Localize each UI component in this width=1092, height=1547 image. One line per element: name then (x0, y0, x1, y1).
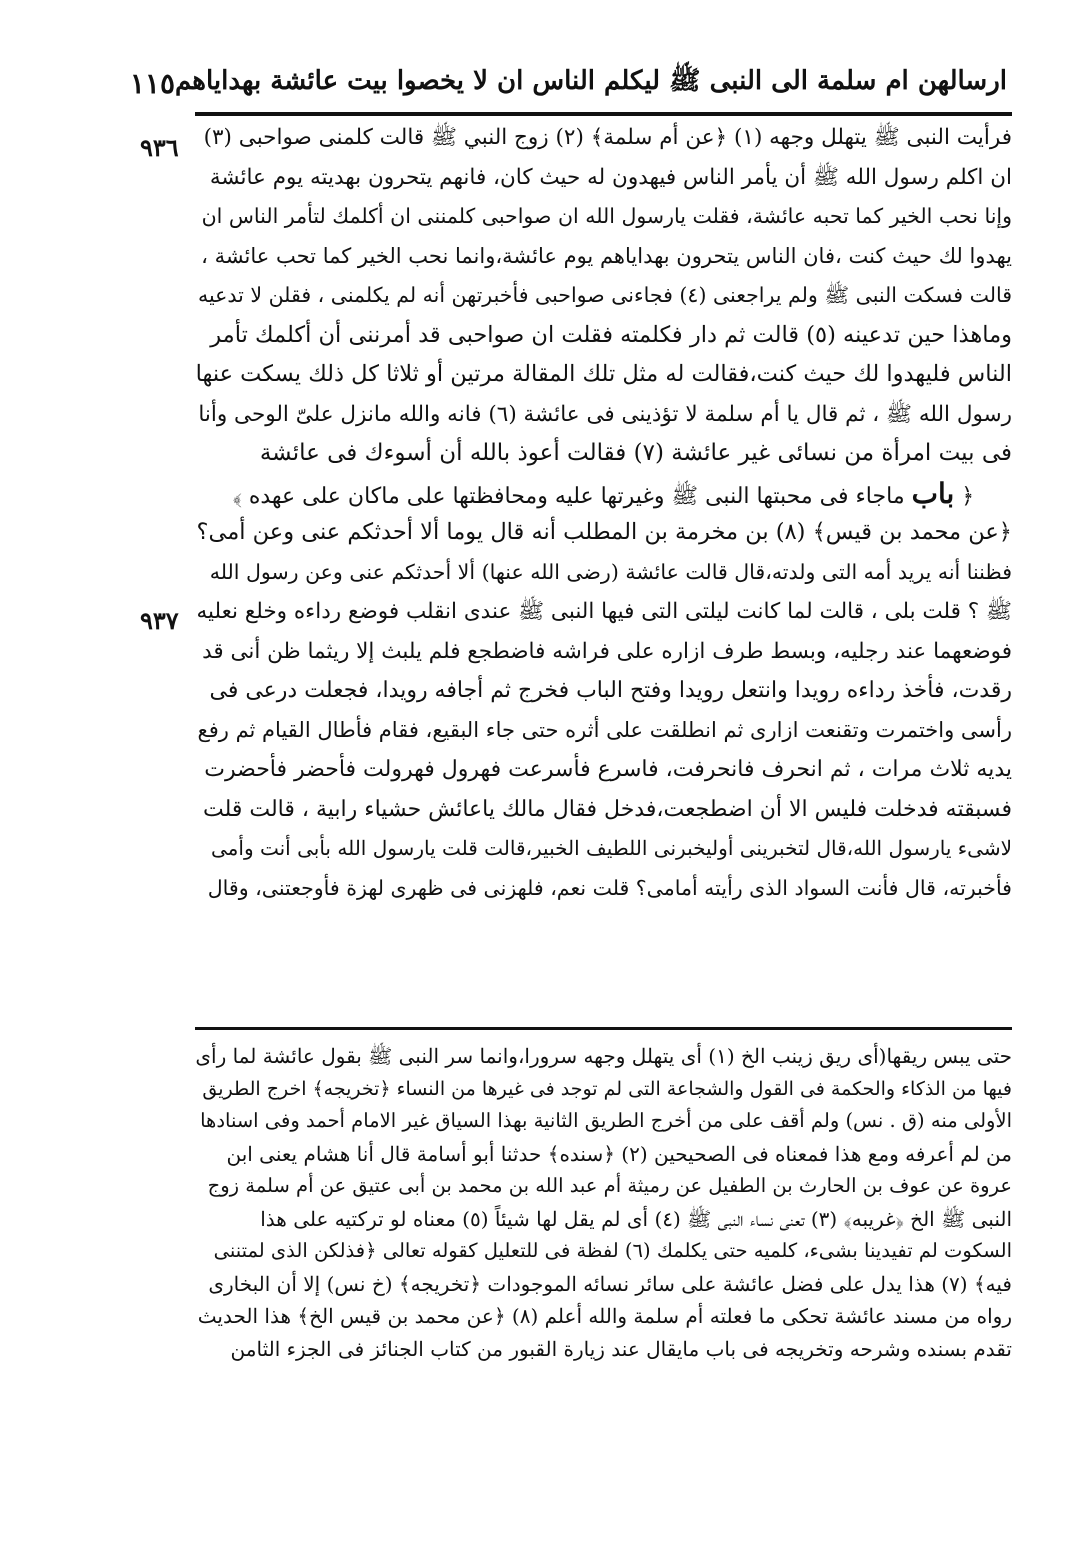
text-line: الناس فليهدوا لك حيث كنت،فقالت له مثل تلك المقالة مرتين أو ثلاثا كل ذلك يسكت عنها (195, 361, 1012, 387)
footnote-line: فيها من الذكاء والحكمة فى القول والشجاعة التى لم توجد فى غيرها من النساء ﴿تخريجه﴾ اخرج الطريق (202, 1077, 1012, 1100)
text-line: قالت فسكت النبى ﷺ ولم يراجعنى (٤) فجاءنى صواحبى فأخبرتهن أنه لم يكلمنى ، فقلن لا تدعيه (197, 283, 1012, 307)
text-line: فأخبرته، قال فأنت السواد الذى رأيته أمامى؟ قلت نعم، فلهزنى فى ظهرى لهزة فأوجعتنى، وقال (207, 875, 1012, 900)
text-line: فرأيت النبى ﷺ يتهلل وجهه (١) ﴿عن أم سلمة﴾ (٢) زوج النبي ﷺ قالت كلمنى صواحبى (٣) (203, 125, 1012, 150)
text-line: يديه ثلاث مرات ، ثم انحرف فانحرفت، فاسرع فأسرعت فهرول فهرولت فأحضر فأحضرت (204, 757, 1012, 782)
header-rule (195, 112, 1012, 116)
text-line: ﷺ ؟ قلت بلى ، قالت لما كانت ليلتى التى فيها النبى ﷺ عندى انقلب فوضع رداءه وخلع نعليه (196, 599, 1012, 624)
running-header (129, 58, 1007, 108)
hadith-number-936: ٩٣٦ (140, 133, 179, 162)
bab-title: ماجاء فى محبتها النبى ﷺ وغيرتها عليه ومحافظتها على ماكان على عهده (248, 483, 905, 509)
text-line: يهدوا لك حيث كنت ،فان الناس يتحرون بهداياهم يوم عائشة،وانما نحب الخير كما تحب عائشة ، (201, 243, 1012, 268)
footnote-line: السكوت لم تفيدينا بشىء، كلميه حتى يكلمك (٦) لفظة فى للتعليل كقوله تعالى ﴿فذلكن الذى لمتننى (213, 1239, 1012, 1262)
bab-word: باب (911, 476, 955, 510)
text-line: فظننا أنه يريد أمه التى ولدته،قال قالت عائشة (رضى الله عنها) ألا أحدثكم عنى وعن رسول الله (209, 559, 1012, 584)
text-line: لاشىء يارسول الله،قال لتخبرينى أوليخبرنى اللطيف الخبير،قالت قلت يارسول الله بأبى أنت وأمى (211, 836, 1012, 860)
footnote-line: حتى يبس ريقها(أى ريق زينب الخ (١) أى يتهلل وجهه سرورا،وانما سر النبى ﷺ بقول عائشة لما رأى (195, 1044, 1012, 1068)
footnote-line: رواه من مسند عائشة تحكى ما فعلته أم سلمة والله أعلم (٨) ﴿عن محمد بن قيس الخ﴾ هذا الحديث (197, 1304, 1012, 1328)
page-number: ١١٥ (129, 66, 175, 100)
footnote-line: فيه﴾ (٧) هذا يدل على فضل عائشة على سائر نسائه الموجودات ﴿تخريجه﴾ (خ نس) إلا أن البخارى (208, 1271, 1012, 1296)
text-line: فى بيت امرأة من نسائى غير عائشة (٧) فقالت أعوذ بالله أن أسوءك فى عائشة (259, 440, 1012, 466)
hadith-number-937: ٩٣٧ (140, 606, 179, 635)
text-line: وإنا نحب الخير كما تحبه عائشة، فقلت يارسول الله ان صواحبى كلمننى ان أكلمك لتأمر الناس ان (201, 204, 1012, 228)
text-line: رقدت، فأخذ رداءه رويدا وانتعل رويدا وفتح الباب فخرج ثم أجافه رويدا، فجعلت درعى فى (209, 678, 1012, 703)
text-line: ﴿عن محمد بن قيس﴾ (٨) بن مخرمة بن المطلب أنه قال يوما ألا أحدثكم عنى وعن أمى؟ (196, 519, 1012, 545)
footnote-rule (195, 1027, 1012, 1030)
footnotes (195, 1040, 1012, 1365)
text-line: وماهذا حين تدعينه (٥) قالت ثم دار فكلمته فقلت ان صواحبى قد أمرننى أن أكلمك تأمر (210, 321, 1012, 348)
footnote-line: من لم أعرفه ومع هذا فمعناه فى الصحيحين (٢) ﴿سنده﴾ حدثنا أبو أسامة قال أنا هشام يعنى ابن (226, 1141, 1012, 1166)
footnote-line: تقدم بسنده وشرحه وتخريجه فى باب مايقال عند زيارة القبور من كتاب الجنائز فى الجزء الثامن (230, 1336, 1012, 1361)
text-line: رأسى واختمرت وتقنعت ازارى ثم انطلقت على أثره حتى جاء البقيع، فقام فأطال القيام ثم رفع (197, 717, 1012, 742)
footnote-line: عروة عن عوف بن الحارث بن الطفيل عن رميثة أم عبد الله بن محمد بن أبى عتيق عن أم سلمة زوج (207, 1174, 1012, 1197)
text-line: رسول الله ﷺ ، ثم قال يا أم سلمة لا تؤذينى فى عائشة (٦) فانه والله مانزل علىّ الوحى وأنا (198, 401, 1012, 427)
footnote-line: النبى ﷺ الخ ﴿غريبه﴾ (٣) تعنى نساء النبى ﷺ (٤) أى لم يقل لها شيئاً (٥) معناه لو تركتيه على هذا (260, 1206, 1012, 1231)
main-text (195, 118, 1012, 908)
footnote-line: الأولى منه (ق . نس) ولم أقف على من أخرج الطريق الثانية بهذا السياق غير الامام أحمد وفى اسنادها (200, 1109, 1012, 1132)
text-line: فوضعهما عند رجليه، وبسط طرف ازاره على فراشه فاضطجع فلم يلبث إلا ريثما ظن أنى قد (202, 638, 1012, 664)
text-line: ان اكلم رسول الله ﷺ أن يأمر الناس فيهدون له حيث كان، فانهم يتحرون بهديته يوم عائشة (209, 164, 1012, 190)
text-line: فسبقته فدخلت فليس الا أن اضطجعت،فدخل فقال مالك ياعائش حشياء رابية ، قالت قلت (202, 796, 1012, 822)
header-title: ارسالهن ام سلمة الى النبى ﷺ ليكلم الناس ان لا يخصوا بيت عائشة بهداياهم (174, 66, 1007, 96)
bab-heading: ﴿ باب ماجاء فى محبتها النبى ﷺ وغيرتها عليه ومحافظتها على ماكان على عهده ﴾ (232, 476, 975, 510)
